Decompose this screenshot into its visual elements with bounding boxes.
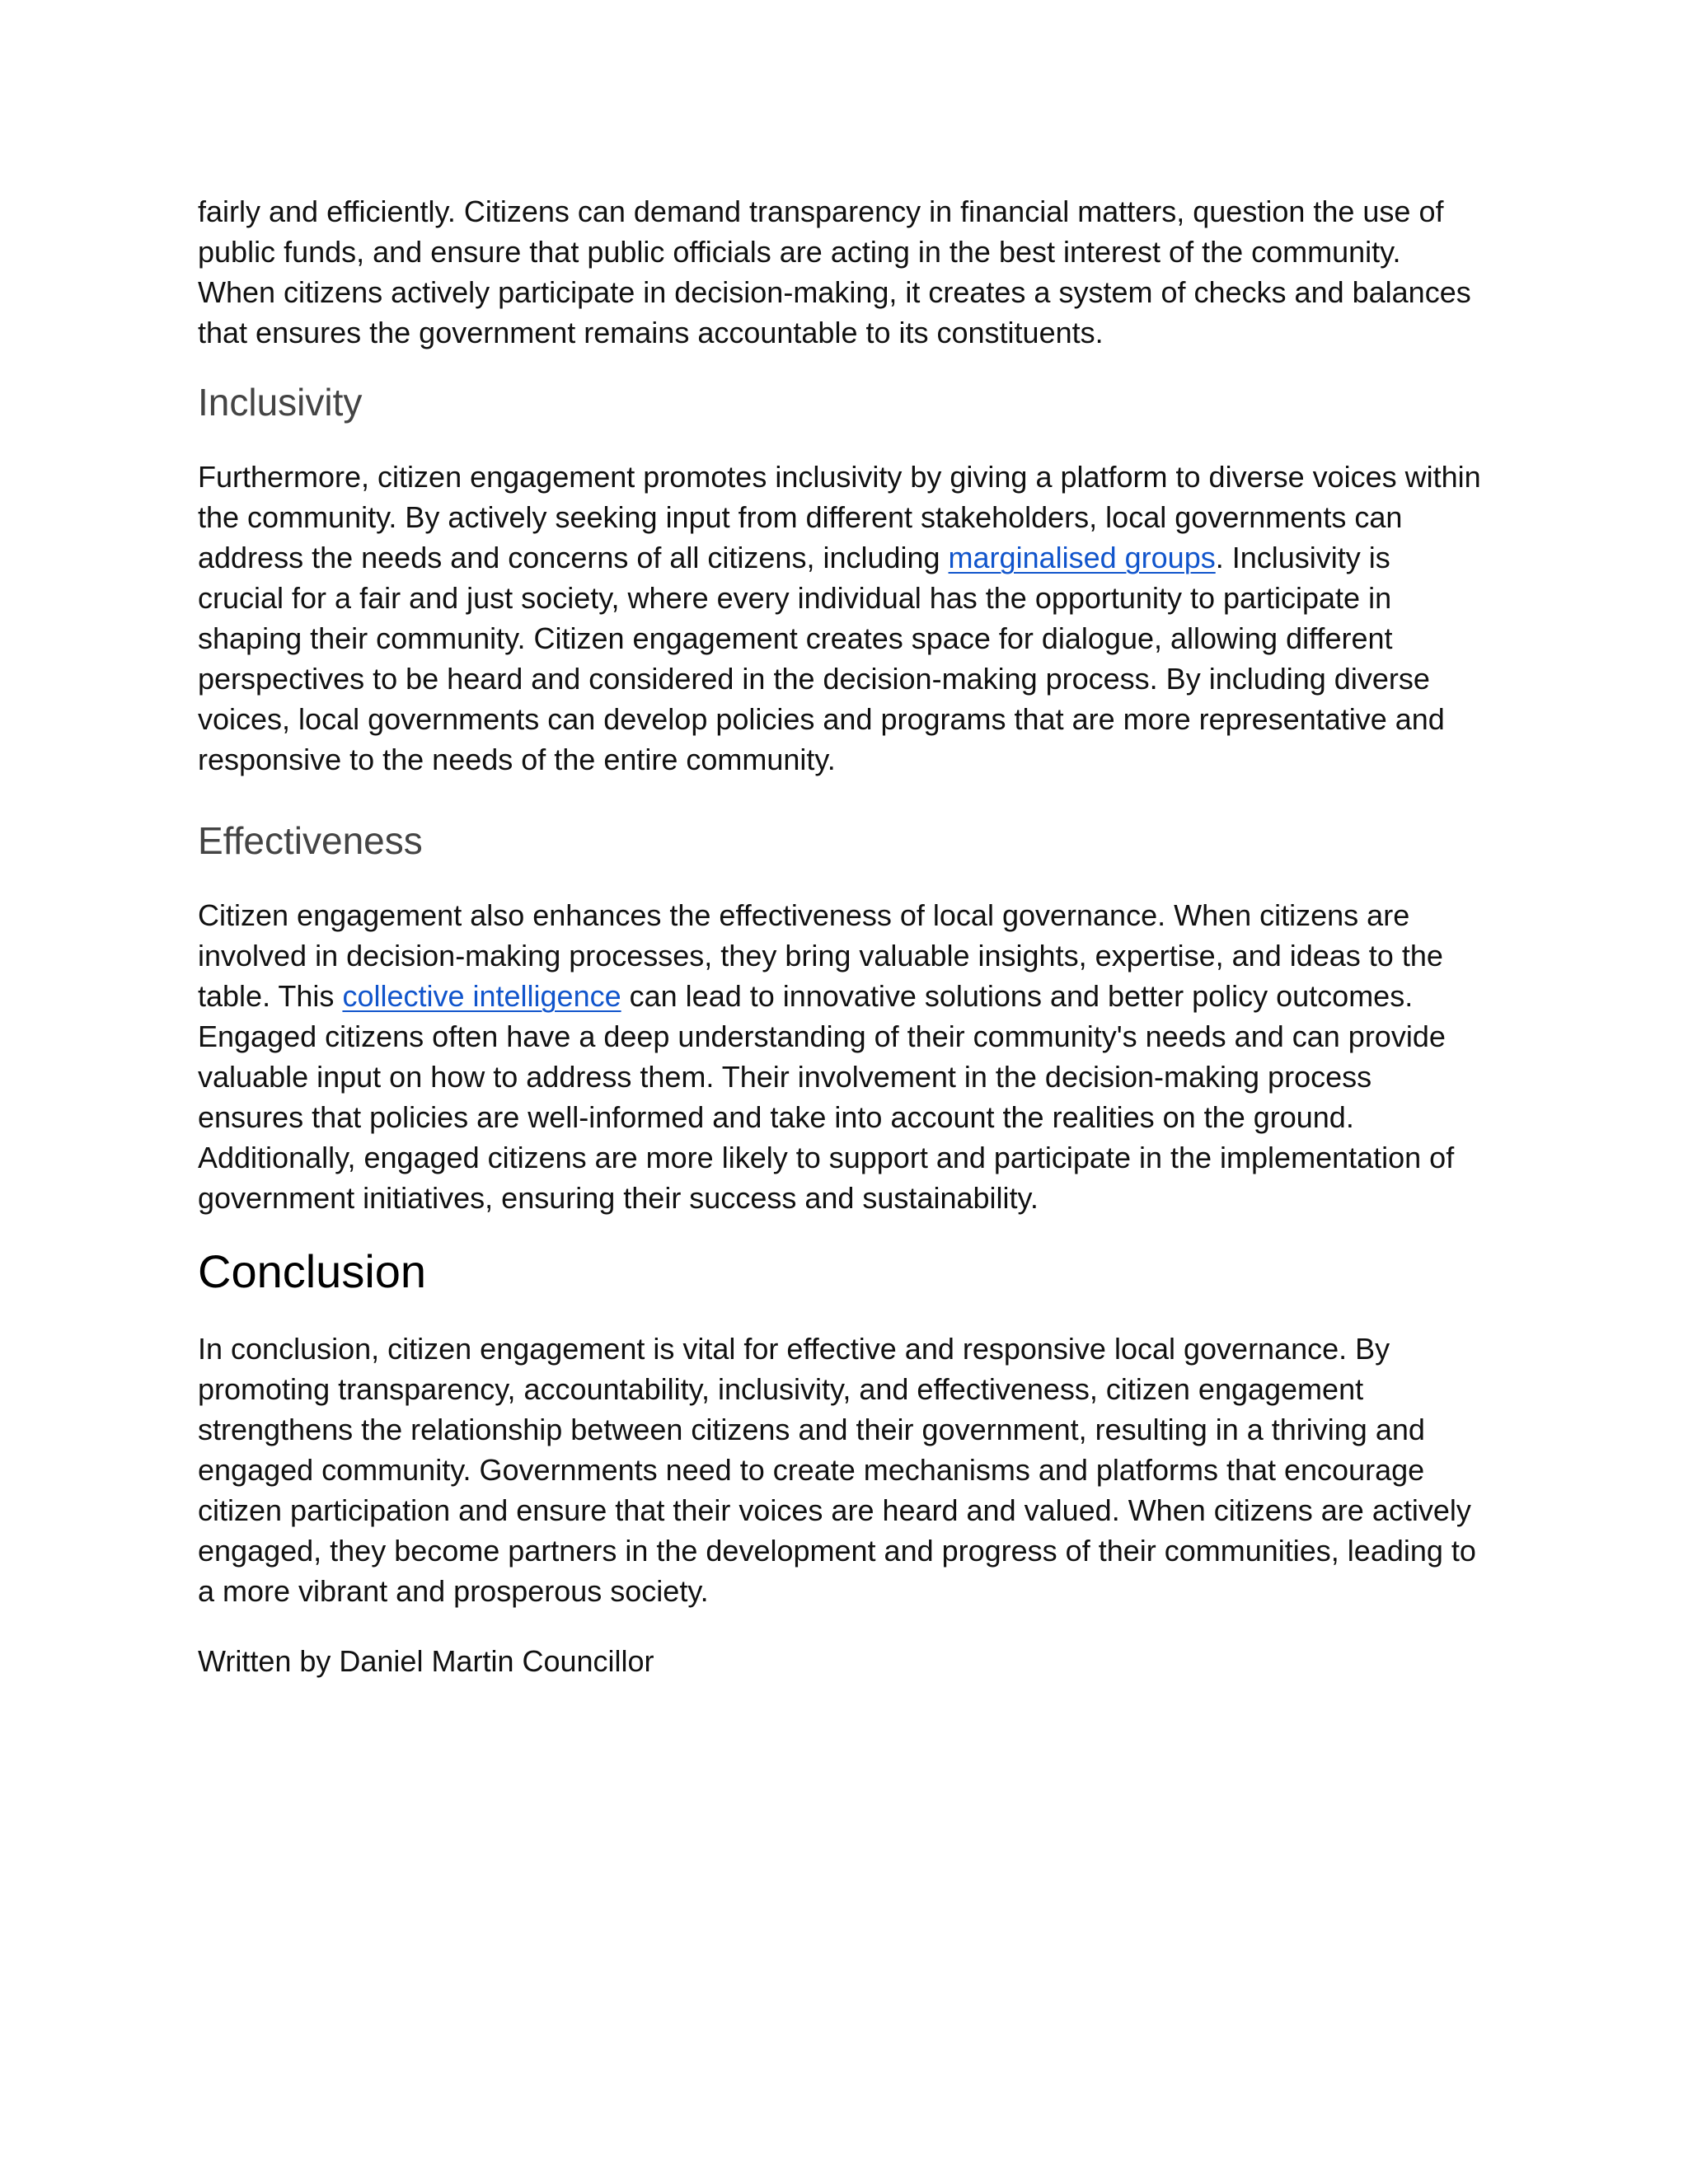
- paragraph-conclusion: In conclusion, citizen engagement is vital for effective and responsive local governance. By promoting transparency, accountability, inclusivity, and effectiveness, citizen engagement strengthens the relationship between citizens and their government, resulting in a thriving and engaged community. Governments need to create mechanisms and platforms that encourage citizen participation and ensure that their voices are heard and valued. When citizens are actively engaged, they become partners in the development and progress of their communities, leading to a more vibrant and prosperous society.: [198, 1332, 1476, 1608]
- heading-inclusivity: Inclusivity: [198, 381, 363, 424]
- paragraph-effectiveness: [198, 895, 1484, 1218]
- marginalised-groups-link[interactable]: marginalised groups: [948, 541, 1216, 574]
- author-signature: Written by Daniel Martin Councillor: [198, 1644, 654, 1678]
- paragraph-inclusivity-text-after: . Inclusivity is crucial for a fair and just society, where every individual has the opportunity to participate in shaping their community. Citizen engagement creates space for dialogue, allowing different perspectives to be heard and considered in the decision-making process. By including diverse voices, local governments can develop policies and programs that are more representative and responsive to the needs of the entire community.: [198, 541, 1445, 776]
- paragraph-effectiveness-text-after: can lead to innovative solutions and better policy outcomes. Engaged citizens often have a deep understanding of their community's needs and can provide valuable input on how to address them. Their involvement in the decision-making process ensures that policies are well-informed and take into account the realities on the ground. Additionally, engaged citizens are more likely to support and participate in the implementation of government initiatives, ensuring their success and sustainability.: [198, 979, 1455, 1215]
- paragraph-accountability-continued: fairly and efficiently. Citizens can demand transparency in financial matters, question the use of public funds, and ensure that public officials are acting in the best interest of the community. When citizens actively participate in decision-making, it creates a system of checks and balances that ensures the government remains accountable to its constituents.: [198, 194, 1471, 349]
- collective-intelligence-link[interactable]: collective intelligence: [342, 979, 621, 1013]
- heading-effectiveness: Effectiveness: [198, 819, 423, 862]
- paragraph-inclusivity-text-before: Furthermore, citizen engagement promotes inclusivity by giving a platform to diverse voices within the community. By actively seeking input from different stakeholders, local governments can address the needs and concerns of all citizens, including: [198, 460, 1481, 574]
- heading-conclusion: Conclusion: [198, 1245, 427, 1297]
- paragraph-effectiveness-text-before: Citizen engagement also enhances the effectiveness of local governance. When citizens are involved in decision-making processes, they bring valuable insights, expertise, and ideas to the table. This: [198, 898, 1443, 1013]
- document-page: [198, 191, 1484, 1681]
- paragraph-inclusivity: [198, 457, 1484, 780]
